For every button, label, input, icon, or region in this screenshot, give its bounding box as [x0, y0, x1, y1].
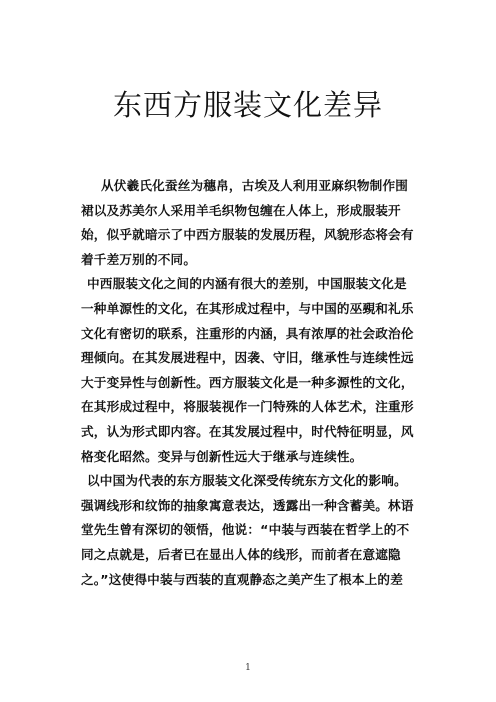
body-line: 大于变异性与创新性。西方服装文化是一种多源性的文化， [81, 374, 414, 390]
body-line: 以中国为代表的东方服装文化深受传统东方文化的影响。 [87, 473, 407, 489]
body-line: 堂先生曾有深切的领悟，他说：“中装与西装在哲学上的不 [81, 522, 410, 538]
page-number: 1 [245, 663, 251, 673]
body-line: 格变化昭然。变异与创新性远大于继承与连续性。 [81, 448, 363, 464]
document-body [81, 174, 425, 592]
body-line: 从伏羲氏化蚕丝为穗帛，古埃及人利用亚麻织物制作围 [101, 178, 409, 193]
body-line: 同之点就是，后者已在显出人体的线形，而前者在意遮隐 [81, 546, 401, 562]
body-line: 裙以及苏美尔人采用羊毛织物包缠在人体上，形成服装开 [81, 202, 401, 218]
body-line: 着千差万别的不同。 [81, 251, 197, 267]
body-line: 之。”这使得中装与西装的直观静态之美产生了根本上的差 [81, 571, 404, 587]
body-line: 始，似乎就暗示了中西方服装的发展历程，风貌形态将会有 [81, 227, 414, 243]
body-line: 强调线形和纹饰的抽象寓意表达，透露出一种含蓄美。林语 [81, 497, 414, 513]
document-title: 东西方服装文化差异 [112, 88, 383, 122]
body-line: 文化有密切的联系，注重形的内涵，具有浓厚的社会政治伦 [81, 325, 414, 341]
body-line: 中西服装文化之间的内涵有很大的差别，中国服装文化是 [87, 276, 407, 292]
body-line: 理倾向。在其发展进程中，因袭、守旧，继承性与连续性远 [81, 350, 414, 366]
body-line: 在其形成过程中，将服装视作一门特殊的人体艺术，注重形 [81, 399, 414, 415]
body-line: 式，认为形式即内容。在其发展过程中，时代特征明显，风 [81, 423, 414, 439]
body-line: 一种单源性的文化，在其形成过程中，与中国的巫覡和礼乐 [81, 300, 414, 316]
